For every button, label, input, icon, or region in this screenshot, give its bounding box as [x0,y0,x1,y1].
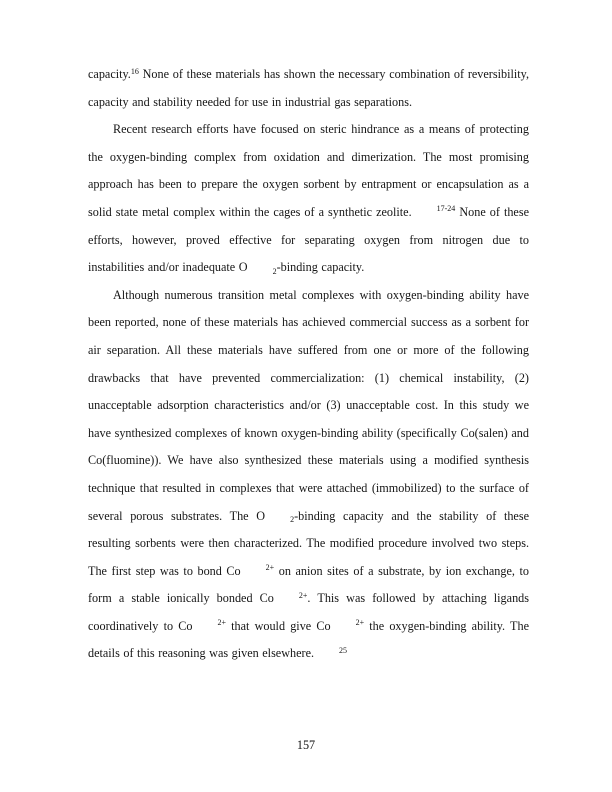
paragraph: capacity.16 None of these materials has shown the necessary combination of reversibility, capacity and stability needed for use in industrial gas separations. [88,66,529,109]
text-run: -binding capacity. [276,260,365,275]
text-run: the oxygen-binding ability. The details of this reasoning was given elsewhere. [88,618,529,661]
text-run: None of these efforts, however, proved effective for separating oxygen from nitrogen due to instabilities and/or inadequate O [88,204,529,275]
text-run: capacity. [88,67,131,81]
text-run: that would give Co [225,618,331,633]
body-text [88,61,529,668]
paragraph: Although numerous transition metal complexes with oxygen-binding ability have been reported, none of these materials has achieved commercial success as a sorbent for air separation. All these materials have suffered from one or more of the following drawbacks that have prevented commercialization: (1) chemical instability, (2) unacceptable adsorption characteristics and/or (3) unacceptable cost. In this study we have synthesized complexes of known oxygen-binding ability (specifically Co(salen) and Co(fluomine)). We have also synthesized these materials using a modified synthesis technique that resulted in complexes that were attached (immobilized) to the surface of several porous substrates. The O 2-binding capacity and the stability of these resulting sorbents were then characterized. The modified procedure involved two steps. The first step was to bond Co 2+ on anion sites of a substrate, by ion exchange, to form a stable ionically bonded Co 2+. This was followed by attaching ligands coordinatively to Co 2+ that would give Co 2+ the oxygen-binding ability. The details of this reasoning was given elsewhere. 25 [88,287,529,661]
text-run: on anion sites of a substrate, by ion exchange, to form a stable ionically bonded Co [88,563,529,606]
page-number: 157 [296,738,316,752]
text-run: -binding capacity and the stability of these resulting sorbents were then characterized. The modified procedure involved two steps. The first step was to bond Co [88,508,529,578]
text-run: None of these materials has shown the necessary combination of reversibility, capacity and stability needed for use in industrial gas separations. [88,67,529,109]
paragraph: Recent research efforts have focused on steric hindrance as a means of protecting the oxygen-binding complex from oxidation and dimerization. The most promising approach has been to prepare the oxygen sorbent by entrapment or encapsulation as a solid state metal complex within the cages of a synthetic zeolite. 17-24 None of these efforts, however, proved effective for separating oxygen from nitrogen due to instabilities and/or inadequate O 2-binding capacity. [88,122,529,276]
text-run: . This was followed by attaching ligands coordinatively to Co [88,591,529,633]
text-run: Recent research efforts have focused on steric hindrance as a means of protecting the oxygen-binding complex from oxidation and dimerization. The most promising approach has been to prepare the oxygen sorbent by entrapment or encapsulation as a solid state metal complex within the cages of a synthetic zeolite. [88,122,529,219]
text-run: Although numerous transition metal complexes with oxygen-binding ability have been reported, none of these materials has achieved commercial success as a sorbent for air separation. All these materials have suffered from one or more of the following drawbacks that have prevented commercialization: (1) chemical instability, (2) unacceptable adsorption characteristics and/or (3) unacceptable cost. In this study we have synthesized complexes of known oxygen-binding ability (specifically Co(salen) and Co(fluomine)). We have also synthesized these materials using a modified synthesis technique that resulted in complexes that were attached (immobilized) to the surface of several porous substrates. The O [88,287,529,523]
